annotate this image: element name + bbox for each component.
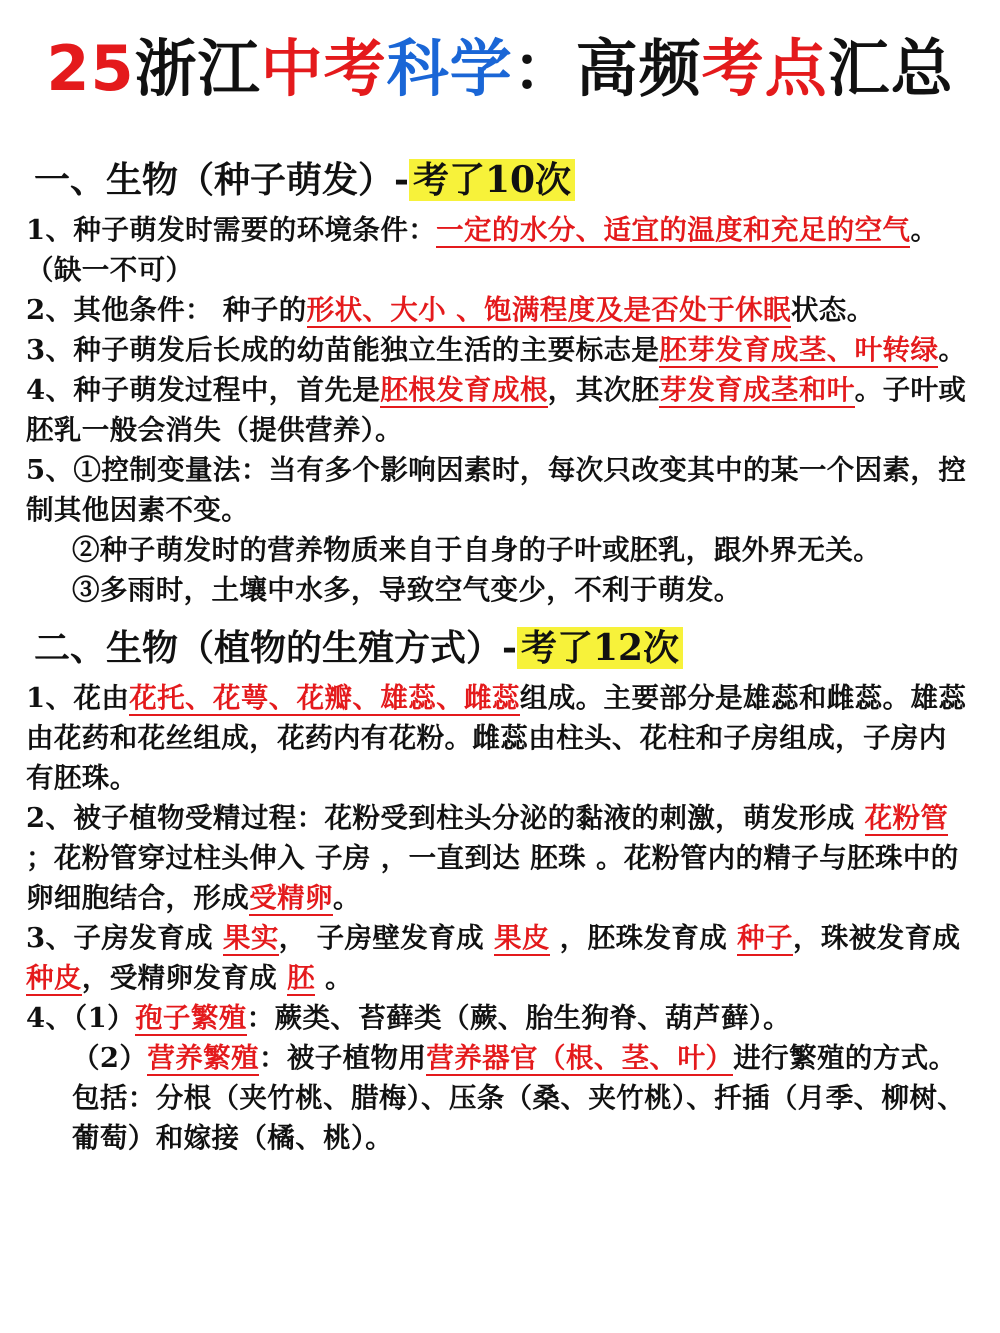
- point-4-2: [26, 1038, 974, 1158]
- text: 1、种子萌发时需要的环境条件：: [26, 214, 437, 246]
- title-part-frequent: ：高频: [512, 32, 702, 105]
- section-heading-plant-reproduction: [26, 624, 974, 672]
- text: ，其次胚: [547, 374, 660, 406]
- point-3: [26, 918, 974, 998]
- section-body-plant-reproduction: [26, 678, 974, 1158]
- text: 1、花由: [26, 682, 130, 714]
- text: 。: [332, 882, 361, 914]
- text: 。: [315, 962, 353, 994]
- text: ：被子植物用: [258, 1042, 427, 1074]
- section-heading-text: 二、生物（植物的生殖方式）-: [34, 627, 517, 669]
- text: 2、其他条件： 种子的: [26, 294, 307, 326]
- text: ， 子房壁发育成: [278, 922, 494, 954]
- key-answer: 果皮: [493, 922, 550, 954]
- text: ；花粉管穿过柱头伸入 子房 ，一直到达 胚珠 。花粉管内的精子与胚珠中的卵细胞结合，形成: [26, 842, 959, 914]
- text: 4、种子萌发过程中，首先是: [26, 374, 381, 406]
- key-answer: 胚: [287, 962, 315, 994]
- point-3: [26, 330, 974, 370]
- title-part-province: 浙江: [134, 32, 261, 105]
- point-1: [26, 678, 974, 798]
- text: 状态。: [790, 294, 875, 326]
- key-answer: 形状、大小 、饱满程度及是否处于休眠: [306, 294, 791, 326]
- key-answer: 果实: [222, 922, 279, 954]
- key-answer: 种子: [737, 922, 793, 954]
- text: ，珠被发育成: [792, 922, 961, 954]
- key-answer: 芽发育成茎和叶: [659, 374, 855, 406]
- page-title: [26, 0, 974, 105]
- text: 进行繁殖的方式。包括：分根（夹竹桃、腊梅）、压条（桑、夹竹桃）、扦插（月季、柳树、葡萄）和嫁接（橘、桃）。: [72, 1042, 966, 1154]
- key-answer: 花粉管: [864, 802, 949, 834]
- point-2: [26, 798, 974, 918]
- point-5-2: ②种子萌发时的营养物质来自于自身的子叶或胚乳，跟外界无关。: [72, 534, 882, 566]
- key-answer: 胚芽发育成茎、叶转绿: [659, 334, 939, 366]
- title-part-summary: 汇总: [827, 32, 954, 105]
- text: ，受精卵发育成: [81, 962, 288, 994]
- text: 。: [938, 334, 967, 366]
- text: 2、被子植物受精过程：花粉受到柱头分泌的黏液的刺激，萌发形成: [26, 802, 865, 834]
- key-answer: 胚根发育成根: [380, 374, 548, 406]
- key-answer: 花托、花萼、花瓣、雄蕊、雌蕊: [129, 682, 520, 714]
- text: 3、种子萌发后长成的幼苗能独立生活的主要标志是: [26, 334, 660, 366]
- point-4: [26, 370, 974, 450]
- point-5: 5、①控制变量法：当有多个影响因素时，每次只改变其中的某一个因素，控制其他因素不变。: [26, 454, 967, 526]
- key-answer: 孢子繁殖: [135, 1002, 247, 1034]
- title-part-points: 考点: [701, 32, 828, 105]
- title-part-subject: 科学: [386, 32, 513, 105]
- point-5-3: ③多雨时，土壤中水多，导致空气变少，不利于萌发。: [72, 574, 742, 606]
- text: ：蕨类、苔藓类（蕨、胎生狗脊、葫芦藓）。: [246, 1002, 791, 1034]
- key-answer: 营养器官（根、茎、叶）: [426, 1042, 734, 1074]
- text: 4、（1）: [26, 1002, 136, 1034]
- title-part-year: 25: [46, 32, 135, 105]
- key-answer: 营养繁殖: [147, 1042, 259, 1074]
- section-heading-text: 一、生物（种子萌发）-: [34, 159, 409, 201]
- exam-count-badge: 考了10次: [409, 159, 575, 201]
- text: 。（缺一不可）: [26, 214, 939, 286]
- text: 。子叶或胚乳一般会消失（提供营养）。: [26, 374, 967, 446]
- point-1: [26, 210, 974, 290]
- point-4-1: [26, 998, 974, 1038]
- point-2: [26, 290, 974, 330]
- text: 3、子房发育成: [26, 922, 223, 954]
- text: ，胚珠发育成: [549, 922, 738, 954]
- section-heading-seed-germination: [26, 156, 974, 204]
- key-answer: 受精卵: [249, 882, 333, 914]
- key-answer: 一定的水分、适宜的温度和充足的空气: [436, 214, 911, 246]
- key-answer: 种皮: [26, 962, 82, 994]
- exam-count-badge: 考了12次: [517, 627, 683, 669]
- text: 组成。主要部分是雄蕊和雌蕊。雄蕊由花药和花丝组成，花药内有花粉。雌蕊由柱头、花柱和子房组成，子房内有胚珠。: [26, 682, 967, 794]
- title-part-exam: 中考: [260, 32, 387, 105]
- section-body-seed-germination: [26, 210, 974, 610]
- text: （2）: [72, 1042, 148, 1074]
